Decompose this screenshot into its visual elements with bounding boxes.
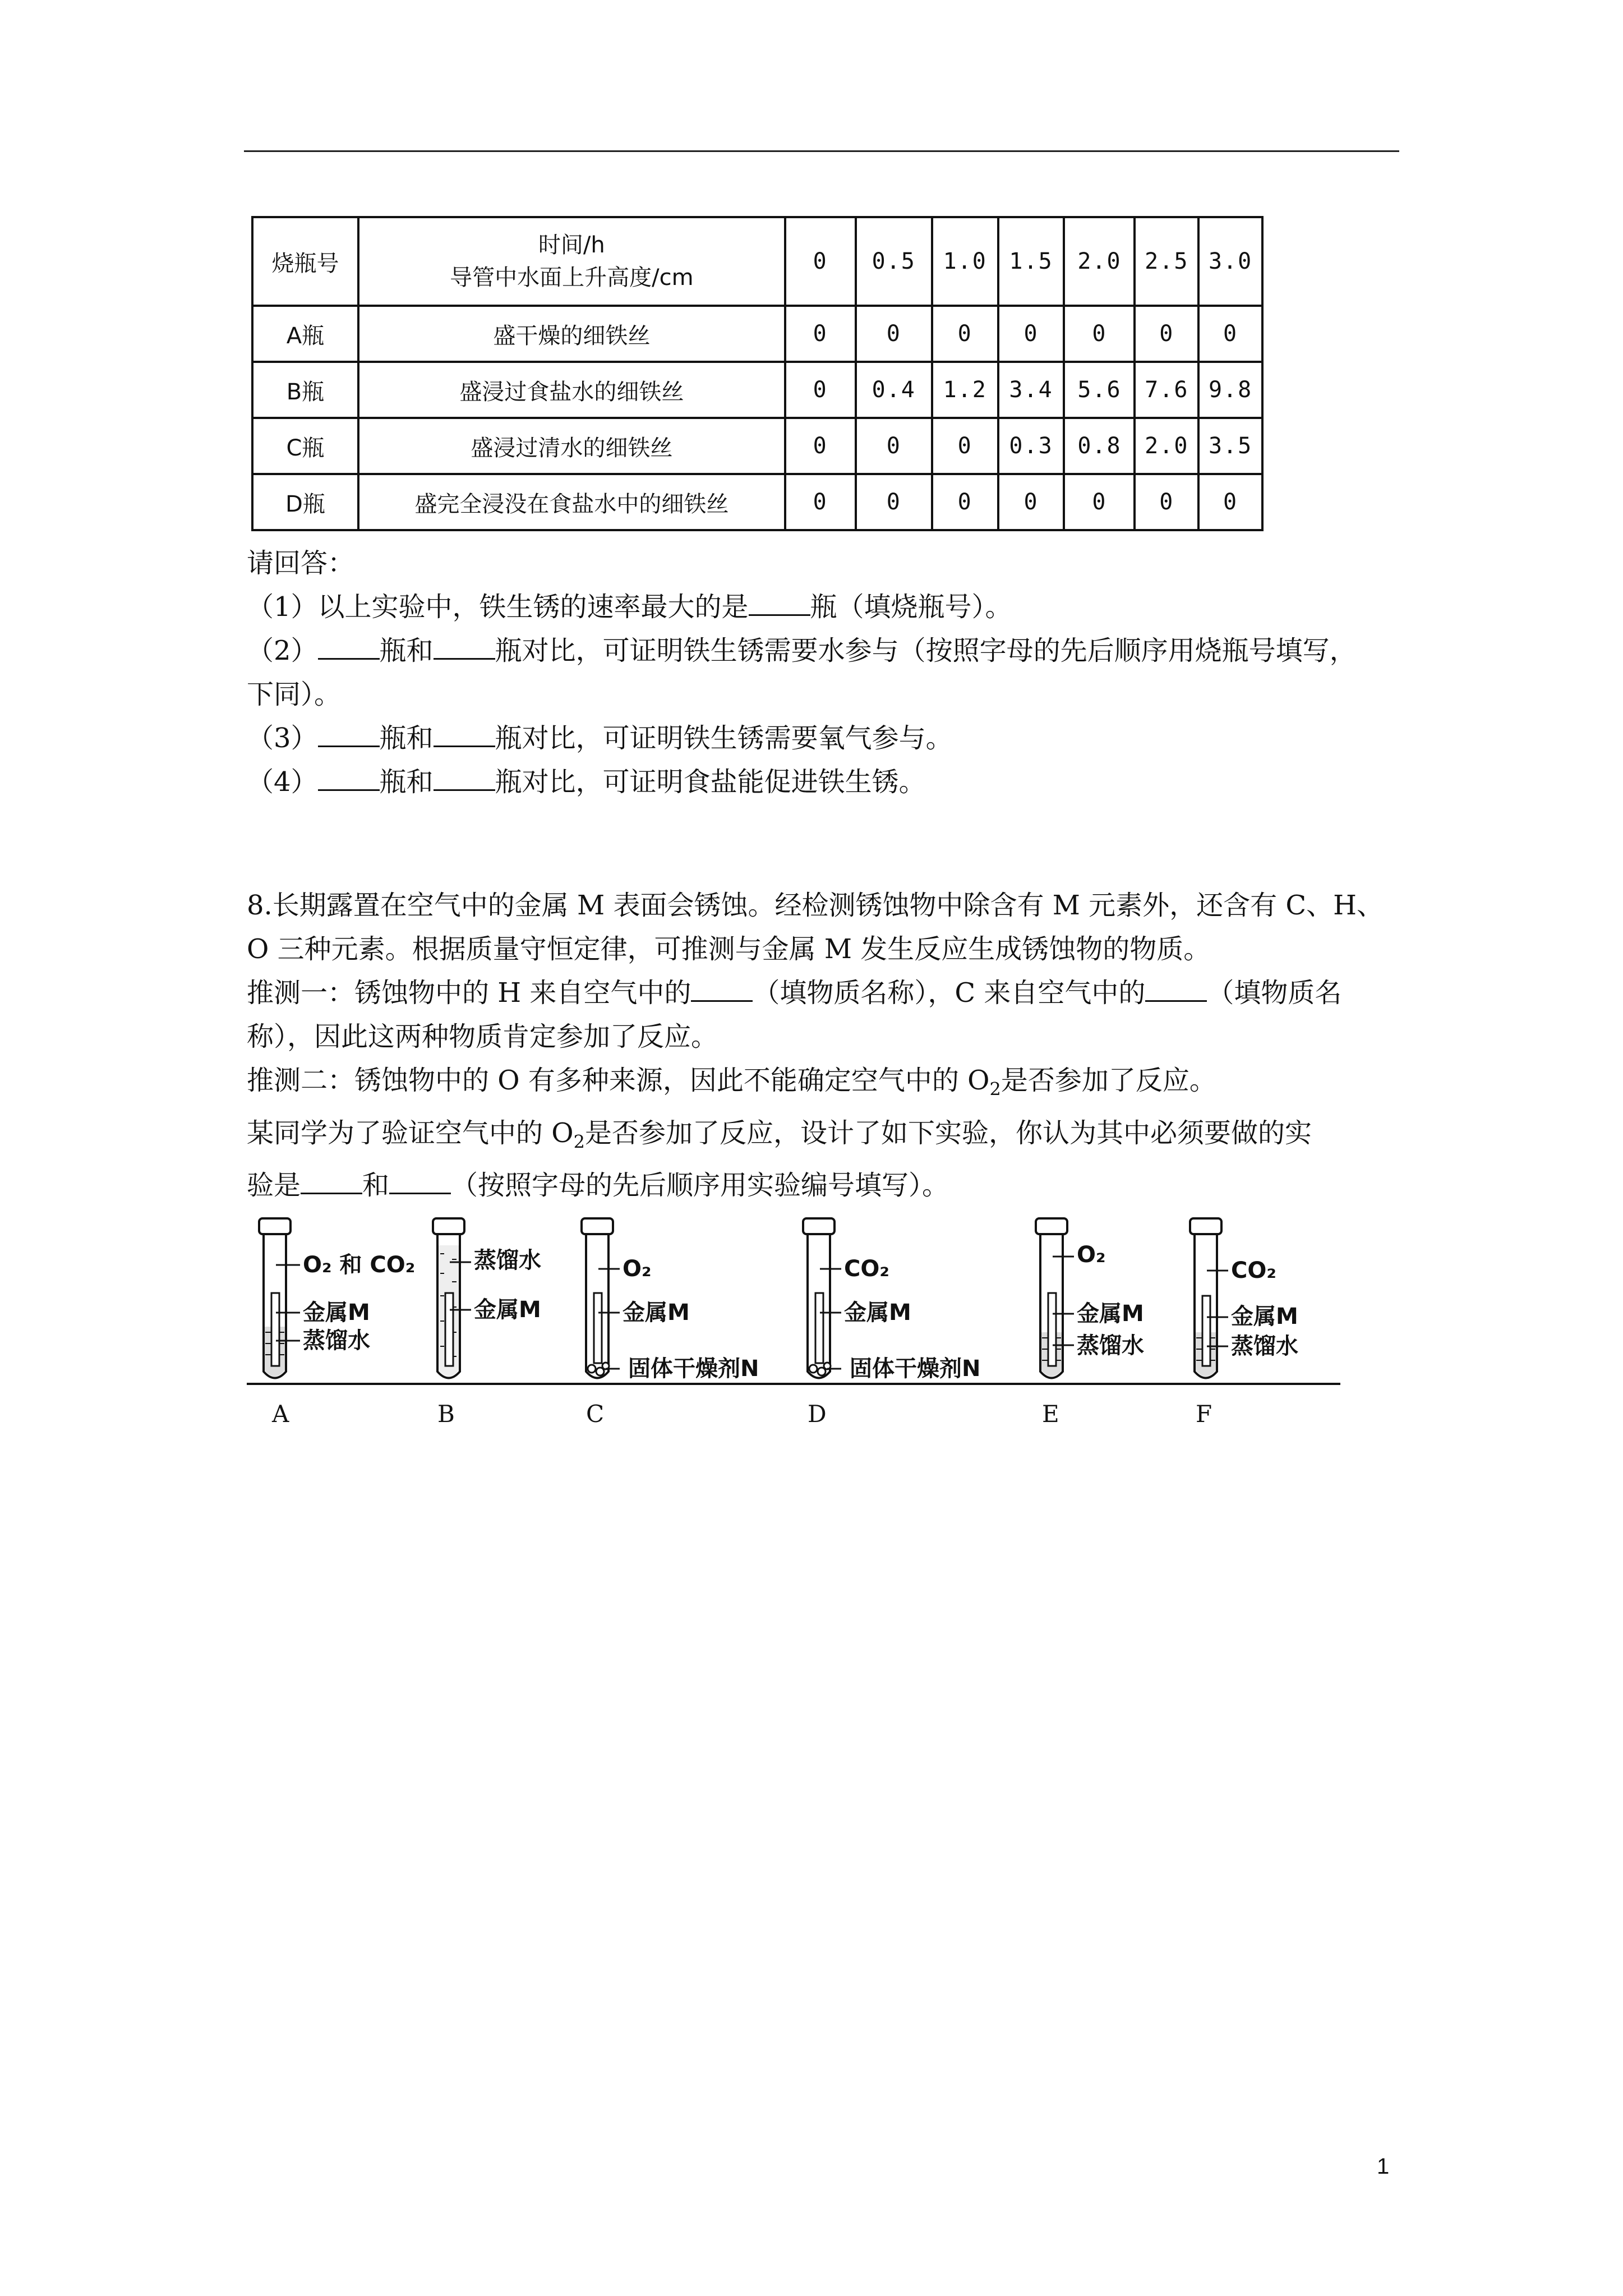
q8-guess-1: 推测一：锈蚀物中的 H 来自空气中的 （填物质名称），C 来自空气中的 （填物质名: [247, 977, 1342, 1009]
answer-blank[interactable]: [318, 767, 380, 791]
answer-blank[interactable]: [434, 767, 495, 791]
answer-blank[interactable]: [434, 723, 495, 747]
metal-strip: [271, 1293, 279, 1366]
tube-a-gas-label: O₂ 和 CO₂: [303, 1252, 416, 1278]
value-cell: 0: [932, 474, 998, 530]
tube-e-gas-label: O₂: [1077, 1242, 1106, 1268]
tube-f-letter: F: [1196, 1400, 1212, 1428]
tube-a-metal-label: 金属M: [303, 1300, 370, 1326]
tube-c-metal-label: 金属M: [623, 1300, 690, 1326]
value-cell: 0: [856, 418, 932, 474]
tube-d-letter: D: [808, 1400, 827, 1428]
value-cell: 0: [856, 474, 932, 530]
flask-content: 盛浸过食盐水的细铁丝: [358, 362, 785, 418]
time-cell: 0.5: [856, 217, 932, 306]
tube-e-liquid-label: 蒸馏水: [1077, 1333, 1144, 1359]
flask-content: 盛完全浸没在食盐水中的细铁丝: [358, 474, 785, 530]
tube-e-letter: E: [1042, 1400, 1059, 1428]
answer-blank[interactable]: [318, 636, 380, 660]
tube-b-metal-label: 金属M: [474, 1297, 541, 1323]
answer-blank[interactable]: [301, 1170, 362, 1194]
value-cell: 0: [785, 362, 856, 418]
value-cell: 2.0: [1135, 418, 1198, 474]
value-cell: 0: [785, 306, 856, 362]
q8-guess-2: 推测二：锈蚀物中的 O 有多种来源，因此不能确定空气中的 $O_2$是否参加了反应。: [247, 1065, 1216, 1100]
test-tube-diagram: [247, 1206, 1380, 1442]
q7-part-2-cont: 下同）。: [247, 679, 342, 710]
metal-strip: [815, 1293, 823, 1363]
q8-setup: 某同学为了验证空气中的 $O_2$是否参加了反应，设计了如下实验，你认为其中必须要做的实: [247, 1117, 1312, 1153]
tube-c-dryer-label: 固体干燥剂N: [628, 1356, 759, 1382]
flask-label: C瓶: [252, 418, 358, 474]
value-cell: 0: [932, 306, 998, 362]
tube-d-gas-label: CO₂: [844, 1256, 889, 1282]
q7-part-1: （1）以上实验中，铁生锈的速率最大的是 瓶（填烧瓶号）。: [247, 591, 1012, 623]
tube-c: [582, 1218, 759, 1428]
value-cell: 0: [1198, 474, 1262, 530]
q8-intro-line-2: O 三种元素。根据质量守恒定律，可推测与金属 M 发生反应生成锈蚀物的物质。: [247, 933, 1211, 965]
tube-f-liquid-label: 蒸馏水: [1231, 1333, 1298, 1359]
value-cell: 0.8: [1064, 418, 1135, 474]
question-8-block: [247, 884, 1402, 1207]
tube-c-gas-label: O₂: [623, 1256, 652, 1282]
q8-setup-cont: 验是 和 （按照字母的先后顺序用实验编号填写）。: [247, 1170, 949, 1202]
flask-label: B瓶: [252, 362, 358, 418]
rust-rate-table: [251, 216, 1264, 531]
metal-strip: [445, 1293, 453, 1366]
tube-d-dryer-label: 固体干燥剂N: [850, 1356, 981, 1382]
value-cell: 0: [1064, 306, 1135, 362]
value-cell: 1.2: [932, 362, 998, 418]
q8-guess-1-cont: 称），因此这两种物质肯定参加了反应。: [247, 1021, 718, 1052]
tube-a: [259, 1218, 415, 1428]
value-cell: 3.5: [1198, 418, 1262, 474]
tube-b-letter: B: [437, 1400, 455, 1428]
value-cell: 3.4: [998, 362, 1064, 418]
column-header-time: 时间/h: [538, 232, 605, 258]
tube-e: [1036, 1218, 1144, 1428]
q7-part-3: （3） 瓶和 瓶对比，可证明铁生锈需要氧气参与。: [247, 723, 953, 754]
tube-b: [433, 1218, 541, 1428]
table-row: [252, 474, 1262, 530]
column-header-height: 导管中水面上升高度/cm: [450, 265, 694, 291]
q7-prompt: 请回答：: [247, 547, 355, 579]
test-tube-figure: [247, 1206, 1380, 1442]
flask-content: 盛干燥的细铁丝: [358, 306, 785, 362]
answer-blank[interactable]: [389, 1170, 451, 1194]
tube-f: [1190, 1218, 1298, 1428]
tube-c-letter: C: [586, 1400, 605, 1428]
time-cell: 2.5: [1135, 217, 1198, 306]
value-cell: 0: [932, 418, 998, 474]
value-cell: 0.4: [856, 362, 932, 418]
time-cell: 1.0: [932, 217, 998, 306]
tube-d-metal-label: 金属M: [844, 1300, 911, 1326]
time-cell: 3.0: [1198, 217, 1262, 306]
q8-intro-line-1: 8.长期露置在空气中的金属 M 表面会锈蚀。经检测锈蚀物中除含有 M 元素外，还含有 C、H、: [247, 890, 1384, 921]
tube-e-metal-label: 金属M: [1077, 1301, 1144, 1327]
header-rule: [244, 150, 1399, 152]
q7-part-4: （4） 瓶和 瓶对比，可证明食盐能促进铁生锈。: [247, 766, 926, 798]
flask-label: D瓶: [252, 474, 358, 530]
flask-label: A瓶: [252, 306, 358, 362]
corner-header: 烧瓶号: [252, 217, 358, 306]
metal-strip: [1202, 1296, 1210, 1366]
q7-part-2: （2） 瓶和 瓶对比，可证明铁生锈需要水参与（按照字母的先后顺序用烧瓶号填写，: [247, 635, 1357, 666]
column-header: [358, 217, 785, 306]
value-cell: 0: [856, 306, 932, 362]
value-cell: 0: [1198, 306, 1262, 362]
answer-blank[interactable]: [1145, 978, 1207, 1002]
metal-strip: [1048, 1293, 1056, 1366]
value-cell: 0: [785, 474, 856, 530]
value-cell: 0: [1064, 474, 1135, 530]
tube-a-letter: A: [272, 1400, 289, 1428]
time-cell: 2.0: [1064, 217, 1135, 306]
answer-blank[interactable]: [318, 723, 380, 747]
value-cell: 7.6: [1135, 362, 1198, 418]
time-cell: 0: [785, 217, 856, 306]
tube-d: [803, 1218, 980, 1428]
value-cell: 0: [1135, 306, 1198, 362]
flask-content: 盛浸过清水的细铁丝: [358, 418, 785, 474]
tube-a-liquid-label: 蒸馏水: [303, 1328, 370, 1354]
table-row: [252, 306, 1262, 362]
answer-blank[interactable]: [749, 592, 810, 616]
page-number: 1: [1377, 2154, 1390, 2179]
value-cell: 9.8: [1198, 362, 1262, 418]
table-row: [252, 418, 1262, 474]
table-row: [252, 362, 1262, 418]
question-7-block: [247, 541, 1402, 804]
tube-b-liquid-label: 蒸馏水: [474, 1248, 541, 1273]
value-cell: 0.3: [998, 418, 1064, 474]
value-cell: 0: [998, 474, 1064, 530]
value-cell: 0: [998, 306, 1064, 362]
tube-f-gas-label: CO₂: [1231, 1258, 1276, 1283]
value-cell: 0: [785, 418, 856, 474]
tube-f-metal-label: 金属M: [1231, 1304, 1298, 1329]
time-cell: 1.5: [998, 217, 1064, 306]
value-cell: 5.6: [1064, 362, 1135, 418]
answer-blank[interactable]: [691, 978, 753, 1002]
answer-blank[interactable]: [434, 636, 495, 660]
metal-strip: [594, 1293, 602, 1363]
value-cell: 0: [1135, 474, 1198, 530]
table-header-row: [252, 217, 1262, 306]
